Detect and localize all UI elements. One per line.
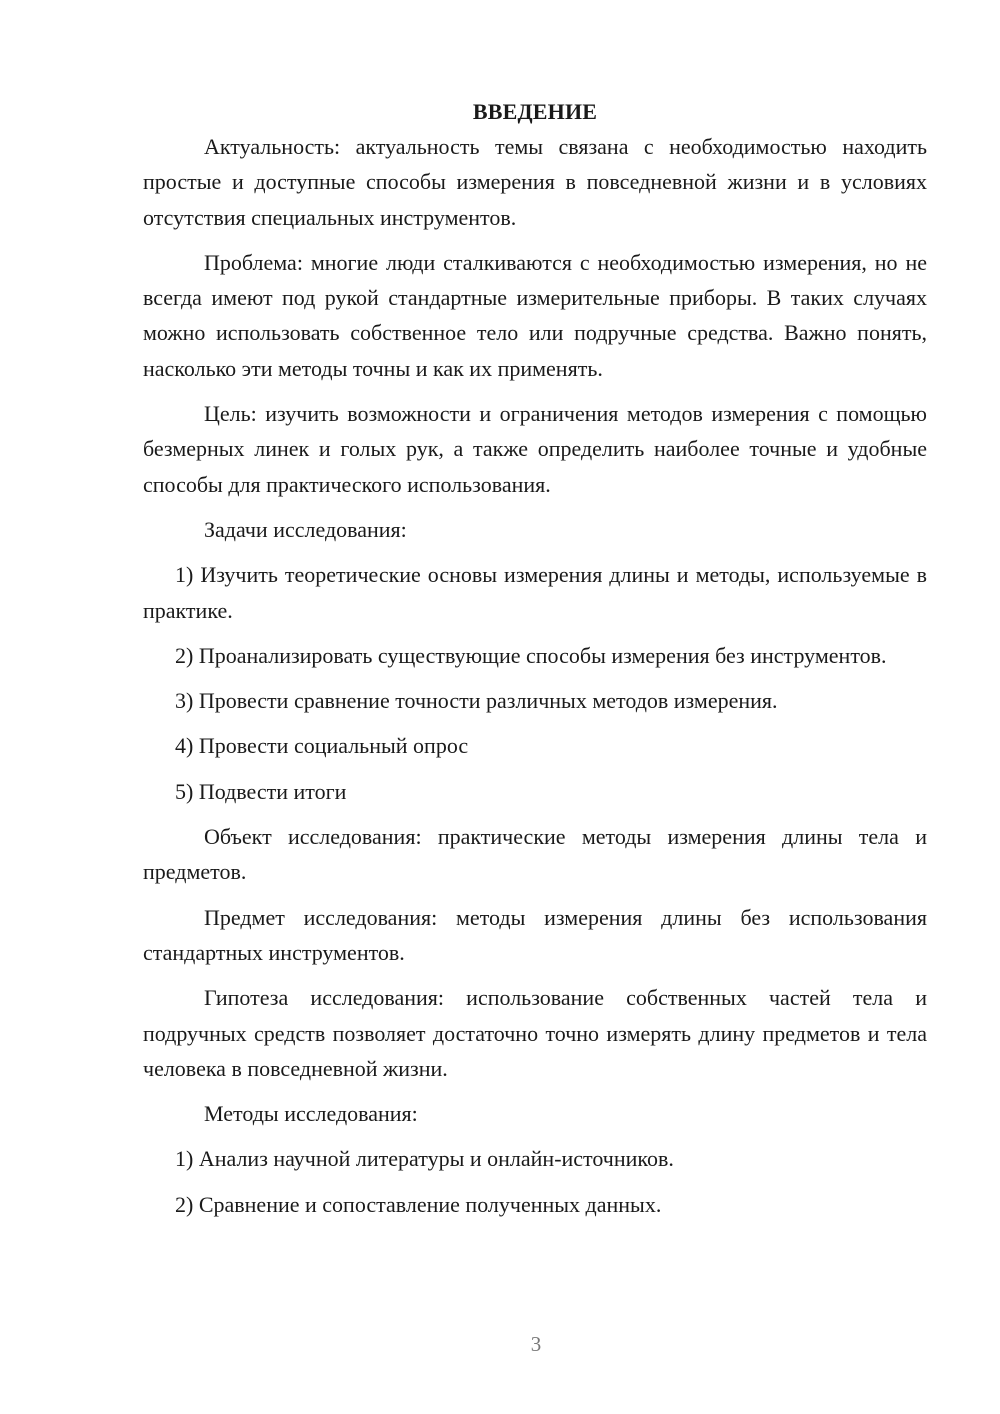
task-item-4: 4) Провести социальный опрос: [175, 733, 469, 759]
page-content: [143, 94, 927, 1232]
paragraph-object: Объект исследования: практические методы измерения длины тела и предметов.: [143, 824, 927, 885]
task-item-5: 5) Подвести итоги: [175, 778, 347, 804]
method-item-2: 2) Сравнение и сопоставление полученных данных.: [175, 1191, 662, 1217]
paragraph-hypothesis: Гипотеза исследования: использование собственных частей тела и подручных средств позволяет достаточно точно измерять длину предметов и тела человека в повседневной жизни.: [143, 985, 927, 1081]
page-number: 3: [530, 1332, 542, 1356]
paragraph-relevance: Актуальность: актуальность темы связана с необходимостью находить простые и доступные способы измерения в повседневной жизни и в условиях отсутствия специальных инструментов.: [143, 134, 927, 230]
paragraph-tasks-title: Задачи исследования:: [204, 516, 407, 542]
paragraph-subject: Предмет исследования: методы измерения длины без использования стандартных инструментов.: [143, 904, 927, 965]
section-heading: ВВЕДЕНИЕ: [472, 99, 598, 124]
paragraph-goal: Цель: изучить возможности и ограничения методов измерения с помощью безмерных линек и голых рук, а также определить наиболее точные и удобные способы для практического использования.: [143, 401, 927, 497]
task-item-3: 3) Провести сравнение точности различных методов измерения.: [175, 688, 778, 714]
method-item-1: 1) Анализ научной литературы и онлайн-источников.: [175, 1146, 674, 1172]
task-item-2: 2) Проанализировать существующие способы измерения без инструментов.: [175, 642, 887, 668]
task-item-1: 1) Изучить теоретические основы измерения длины и методы, используемые в практике.: [143, 562, 927, 623]
paragraph-problem: Проблема: многие люди сталкиваются с необходимостью измерения, но не всегда имеют под рукой стандартные измерительные приборы. В таких случаях можно использовать собственное тело или подручные средства. Важно понять, насколько эти методы точны и как их применять.: [143, 249, 927, 381]
paragraph-methods-title: Методы исследования:: [204, 1101, 418, 1127]
